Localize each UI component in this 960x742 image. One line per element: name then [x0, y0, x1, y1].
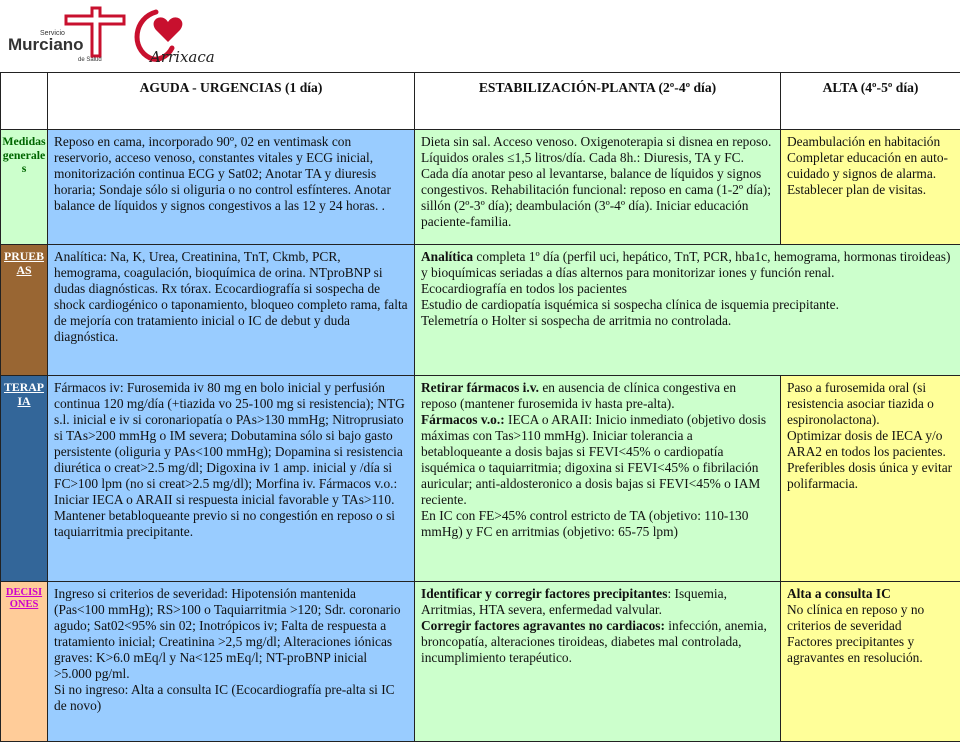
terapia-farmacos-line: [421, 412, 774, 508]
column-header-aguda: AGUDA - URGENCIAS (1 día): [48, 73, 415, 130]
row-label-pruebas-text: PRUEBAS: [4, 249, 44, 277]
heart-icon: [154, 17, 183, 42]
pruebas-line: Telemetría o Holter si sospecha de arritmia no controlada.: [421, 313, 954, 329]
care-pathway-table: [0, 72, 960, 742]
column-header-alta: ALTA (4º-5º día): [781, 73, 960, 130]
row-decisiones: [1, 582, 960, 742]
terapia-retirar-line: [421, 380, 774, 412]
terapia-alta-line: Paso a furosemida oral (si resistencia asociar tiazida o espironolactona).: [787, 380, 954, 428]
header-row: [1, 73, 960, 130]
decisiones-precipitantes-bold: Identificar y corregir factores precipitantes: [421, 586, 667, 601]
cell-decisiones-aguda: [48, 582, 415, 742]
cell-decisiones-alta: [781, 582, 960, 742]
pruebas-analitica-lead: Analítica: [421, 249, 473, 264]
column-header-estabilizacion: ESTABILIZACIÓN-PLANTA (2º-4º día): [415, 73, 781, 130]
row-terapia: [1, 376, 960, 582]
medidas-alta-line: Deambulación en habitación: [787, 134, 954, 150]
row-pruebas: [1, 245, 960, 376]
decisiones-agravantes-bold: Corregir factores agravantes no cardiacos:: [421, 618, 665, 633]
row-label-decisiones: [1, 582, 48, 742]
pruebas-line: Estudio de cardiopatía isquémica si sospecha clínica de isquemia precipitante.: [421, 297, 954, 313]
pruebas-line: Ecocardiografía en todos los pacientes: [421, 281, 954, 297]
terapia-retirar-rest: en ausencia de clínica congestiva en reposo (mantener furosemida iv hasta pre-alta).: [421, 380, 736, 411]
row-label-medidas: [1, 130, 48, 245]
row-label-terapia-text: TERAPIA: [4, 380, 44, 408]
logo-line-murciano: Murciano: [8, 35, 84, 54]
row-medidas-generales: [1, 130, 960, 245]
logo-arrixaca-text: Arrixaca: [148, 48, 215, 66]
decisiones-no-ingreso-line: Si no ingreso: Alta a consulta IC (Ecocardiografía pre-alta si IC de novo): [54, 682, 408, 714]
cell-terapia-alta: [781, 376, 960, 582]
cell-medidas-estabilizacion: Dieta sin sal. Acceso venoso. Oxigenoterapia si disnea en reposo. Líquidos orales ≤1,5 litros/día. Cada 8h.: Diuresis, TA y FC. Cada día anotar peso al levantarse, balance de líquidos y signos congestivos. Rehabilitación funcional: reposo en cama (1-2º día); sillón (2º-3º día); deambulación (3º-4º día). Iniciar educación paciente-familia.: [415, 130, 781, 245]
logo-line-salud: de Salud: [78, 57, 102, 63]
terapia-icfe-line: En IC con FE>45% control estricto de TA (objetivo: 110-130 mmHg) y FC en arritmias (objetivo: 65-75 lpm): [421, 508, 774, 540]
medidas-alta-line: Completar educación en auto-cuidado y signos de alarma.: [787, 150, 954, 182]
row-label-terapia: [1, 376, 48, 582]
terapia-alta-line: Preferibles dosis única y evitar polifarmacia.: [787, 460, 954, 492]
decisiones-alta-line: Factores precipitantes y agravantes en resolución.: [787, 634, 954, 666]
terapia-retirar-bold: Retirar fármacos i.v.: [421, 380, 539, 395]
decisiones-alta-line: No clínica en reposo y no criterios de severidad: [787, 602, 954, 634]
terapia-farmacos-bold: Fármacos v.o.:: [421, 412, 505, 427]
decisiones-agravantes-rest: infección, anemia, broncopatía, alteraciones tiroideas, diabetes mal controlada, incumplimiento terapéutico.: [421, 618, 767, 665]
cell-medidas-alta: [781, 130, 960, 245]
terapia-alta-line: Optimizar dosis de IECA y/o ARA2 en todos los pacientes.: [787, 428, 954, 460]
cell-terapia-estabilizacion: [415, 376, 781, 582]
decisiones-agravantes-line: [421, 618, 774, 666]
decisiones-precipitantes-line: [421, 586, 774, 618]
cell-medidas-aguda: Reposo en cama, incorporado 90º, 02 en ventimask con reservorio, acceso venoso, constantes vitales y ECG inicial, monitorización continua ECG y Sat02; Anotar TA y diuresis horaria; Sondaje sólo si oliguria o no control esfínteres. Anotar balance de líquidos y signos congestivos a las 12 y 24 horas. .: [48, 130, 415, 245]
row-label-medidas-text: Medidas generales: [2, 134, 45, 175]
medidas-alta-line: Establecer plan de visitas.: [787, 182, 954, 198]
cell-terapia-aguda: Fármacos iv: Furosemida iv 80 mg en bolo inicial y perfusión continua 120 mg/día (+tiazida vo 25-100 mg si resistencia); NTG s.l. inicial e iv si coronariopatía o PAs>130 mmHg; Nitroprusiato si TAs>200 mmHg o IM severa; Dobutamina sólo si bajo gasto persistente (oliguria y PAs<100 mmHg); Dopamina si resistencia diurética o creat>2.5 mg/dl; Digoxina iv 1 amp. inicial y /día si FC>100 lpm (no si creat>2.5 mg/dl); Morfina iv. Fármacos v.o.: Iniciar IECA o ARAII si respuesta inicial favorable y TAs>110. Mantener betabloqueante previo si no congestión en reposo o si taquiarritmia precipitante.: [48, 376, 415, 582]
logo-line-servicio: Servicio: [40, 30, 65, 37]
row-label-pruebas: [1, 245, 48, 376]
decisiones-alta-title: Alta a consulta IC: [787, 586, 954, 602]
decisiones-ingreso-line: Ingreso si criterios de severidad: Hipotensión mantenida (Pas<100 mmHg); RS>100 o Taquiarritmia >120; Sdr. coronario agudo; Sat02<95% sin 02; Inotrópicos iv; Falta de respuesta a tratamiento inicial; Creatinina >2,5 mg/dl; Alteraciones iónicas graves: K>6.0 mEq/l y Na<125 mEq/l; NT-proBNP inicial >5.000 pg/ml.: [54, 586, 408, 682]
page-header: [0, 0, 960, 72]
cell-pruebas-aguda: Analítica: Na, K, Urea, Creatinina, TnT, Ckmb, PCR, hemograma, coagulación, bioquímica de orina. NTproBNP si dudas diagnósticas. Rx tórax. Ecocardiografía si sospecha de shock cardiogénico o taponamiento, bloqueo completo rama, falta de mejoría con tratamiento inicial o IC de debut y duda diagnóstica.: [48, 245, 415, 376]
decisiones-precipitantes-rest: : Isquemia, Arritmias, HTA severa, enfermedad valvular.: [421, 586, 727, 617]
row-label-decisiones-text: DECISIONES: [6, 587, 42, 610]
pruebas-analitica-line: [421, 249, 954, 281]
cell-pruebas-estabilizacion-alta: [415, 245, 960, 376]
corner-cell: [1, 73, 48, 130]
pruebas-analitica-rest: completa 1º día (perfil uci, hepático, TnT, PCR, hba1c, hemograma, hormonas tiroideas) y bioquímicas seriadas a días alternos para monitorizar iones y función renal.: [421, 249, 950, 280]
cell-decisiones-estabilizacion: [415, 582, 781, 742]
terapia-farmacos-rest: IECA o ARAII: Inicio inmediato (objetivo dosis máximas con Tas>110 mmHg). Iniciar tolerancia a betabloqueante a dosis bajas si FEVI<45% o cardiopatía isquémica o taquiarritmia; digoxina si FEVI<45% o fibrilación auricular; anti-aldosteronico a dosis bajas si FEVI<45% o IAM reciente.: [421, 412, 766, 507]
arrixaca-logo: [128, 0, 248, 72]
